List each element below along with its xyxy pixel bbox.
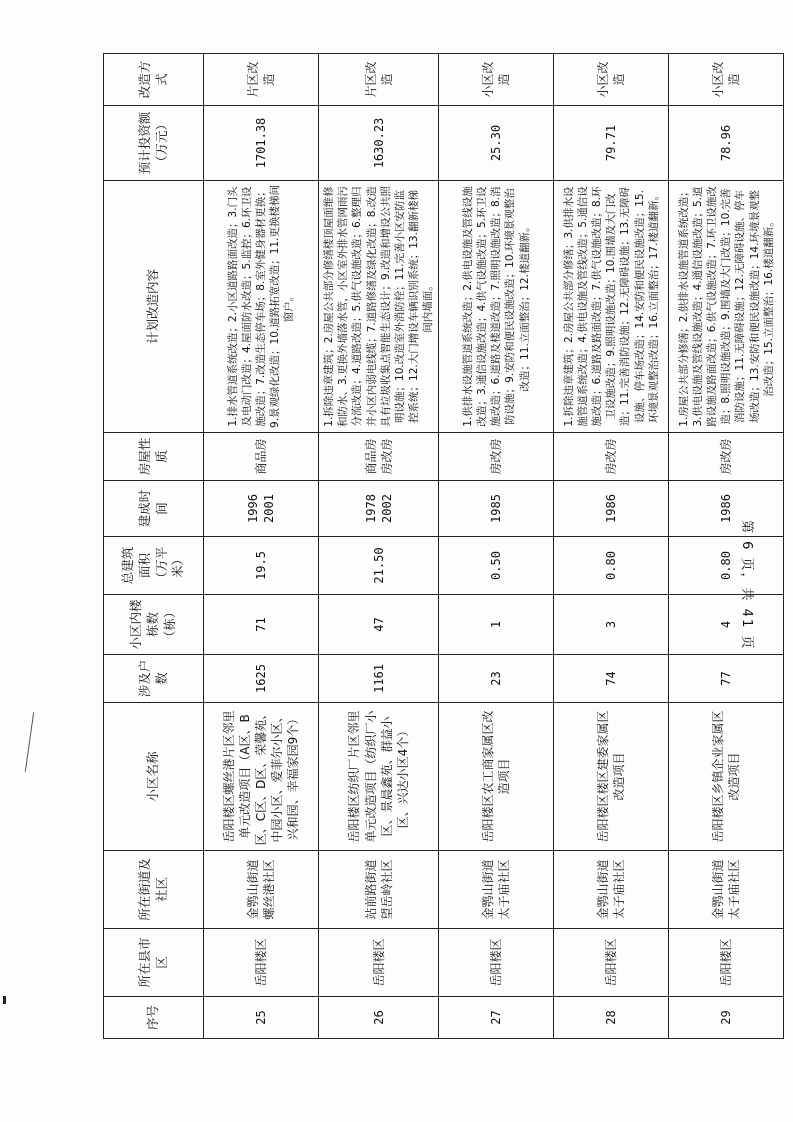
cell-name: 岳阳楼区螺丝港片区邻里单元改造项目（A区、B区、C区、D区、荣馨苑、中园小区、爱菲尔小区、兴和园、幸福家园9个）: [204, 703, 319, 851]
cell-buildings: 3: [554, 595, 669, 655]
cell-area: 21.50: [319, 537, 439, 595]
cell-nature: 房改房: [554, 433, 669, 481]
cell-county: 岳阳楼区: [204, 929, 319, 997]
cell-content: 1.拆除违章建筑；2.房屋公共部分修缮；3.供排水设施管道系统改造；4.供电设施及管线改造；5.通信设施改造；6.道路及路面改造；7.供气设施改造；8.环卫设施改造；9.照明设施改造；10.围墙及大门改造；11.完善消防设施；12.无障碍设施；13.无障碍设施、停车场改造；14.安防和便民设施改造；15.环境景观整治改造；16.立面整治；17.楼道翻新。: [554, 181, 669, 433]
header-households: 涉及户数: [104, 655, 204, 703]
cell-investment: 1701.38: [204, 106, 319, 181]
cell-households: 74: [554, 655, 669, 703]
cell-no: 26: [319, 997, 439, 1039]
cell-content: 1.供排水设施管道系统改造；2.供电设施及管线设施改造；3.通信设施改造；4.供气设施改造；5.环卫设施改造；6.道路及楼道改造；7.照明设施改造；8.消防设施；9.安防和便民设施改造；10.环境景观整治改造；11.立面整治；12.楼道翻新。: [439, 181, 554, 433]
scan-mark: [3, 996, 6, 1004]
header-county: 所在县市区: [104, 929, 204, 997]
table-row: [439, 54, 554, 1039]
cell-name: 岳阳楼区农工商家属区改造项目: [439, 703, 554, 851]
cell-households: 77: [669, 655, 784, 703]
cell-investment: 79.71: [554, 106, 669, 181]
cell-county: 岳阳楼区: [439, 929, 554, 997]
cell-mode: 片区改造: [204, 54, 319, 106]
cell-street: 金鹗山街道太子庙社区: [554, 851, 669, 929]
cell-area: 19.5: [204, 537, 319, 595]
cell-mode: 小区改造: [554, 54, 669, 106]
cell-street: 站前路街道望岳岭社区: [319, 851, 439, 929]
cell-investment: 1630.23: [319, 106, 439, 181]
cell-year: 1986: [669, 481, 784, 537]
cell-name: 岳阳楼区乡镇企业家属区改造项目: [669, 703, 784, 851]
cell-content: 1.排水管道系统改造；2.小区道路路面改造；3.门头及电动门改造；4.屋面防水改造；5.监控；6.环卫设施改造；7.改造生态停车场；8.室外健身器材更换；9.景观绿化改造；10.道路拓宽改造；11.更换楼梯间窗户。: [204, 181, 319, 433]
cell-county: 岳阳楼区: [554, 929, 669, 997]
table-row: [669, 54, 784, 1039]
header-mode: 改造方式: [104, 54, 204, 106]
cell-nature: 房改房: [669, 433, 784, 481]
cell-households: 1161: [319, 655, 439, 703]
table-row: [554, 54, 669, 1039]
header-nature: 房屋性质: [104, 433, 204, 481]
cell-mode: 片区改造: [319, 54, 439, 106]
header-area: 总建筑面积（万平米）: [104, 537, 204, 595]
cell-year: 1986: [554, 481, 669, 537]
page-footer: 第 6 页，共 41 页: [739, 520, 754, 651]
cell-area: 0.50: [439, 537, 554, 595]
cell-street: 金鹗山街道太子庙社区: [669, 851, 784, 929]
header-name: 小区名称: [104, 703, 204, 851]
cell-nature: 商品房房改房: [319, 433, 439, 481]
cell-no: 28: [554, 997, 669, 1039]
cell-content: 1.拆除违章建筑；2.房屋公共部分修缮楼顶屋面维修和防水、3.更换外墙落水管，小区室外排水管网雨污分流改造；4.道路改造；5.供气设施改造；6.整理归并小区内弱电线缆；7.道路修缮及绿化改造；8.改造具有垃圾收集点智能生态设计；9.改造和增设公共照明设施；10.改造室外消防栓；11.完善小区安防监控系统；12.大门增设车辆识别系统；13.翻新楼梯间内墙面。: [319, 181, 439, 433]
cell-year: 1978 2002: [319, 481, 439, 537]
cell-buildings: 1: [439, 595, 554, 655]
cell-area: 0.80: [669, 537, 784, 595]
header-street: 所在街道及社区: [104, 851, 204, 929]
cell-investment: 25.30: [439, 106, 554, 181]
scan-mark: [25, 712, 34, 772]
header-buildings: 小区内楼栋数（栋）: [104, 595, 204, 655]
cell-street: 金鹗山街道螺丝港社区: [204, 851, 319, 929]
cell-year: 1985: [439, 481, 554, 537]
cell-buildings: 47: [319, 595, 439, 655]
cell-county: 岳阳楼区: [319, 929, 439, 997]
cell-nature: 商品房: [204, 433, 319, 481]
cell-buildings: 71: [204, 595, 319, 655]
cell-nature: 房改房: [439, 433, 554, 481]
cell-no: 29: [669, 997, 784, 1039]
header-content: 计划改造内容: [104, 181, 204, 433]
table-header-row: [104, 54, 204, 1039]
rotated-table-container: [103, 54, 778, 1039]
cell-buildings: 4: [669, 595, 784, 655]
renovation-project-table: [103, 53, 784, 1039]
cell-no: 27: [439, 997, 554, 1039]
cell-area: 0.80: [554, 537, 669, 595]
cell-year: 1996 2001: [204, 481, 319, 537]
header-investment: 预计投资额（万元）: [104, 106, 204, 181]
cell-county: 岳阳楼区: [669, 929, 784, 997]
header-no: 序号: [104, 997, 204, 1039]
cell-content: 1.房屋公共部分修缮；2.供排水设施管道系统改造；3.供电设施及管线设施改造；4.通信设施改造；5.道路设施及路面改造；6.供气设施改造；7.环卫设施改造；8.照明设施改造；9.围墙及大门改造；10.完善消防设施；11.无障碍设施；12.无障碍设施、停车场改造；13.安防和便民设施改造；14.环境景观整治改造；15.立面整治；16.楼道翻新。: [669, 181, 784, 433]
header-year: 建成时间: [104, 481, 204, 537]
cell-households: 1625: [204, 655, 319, 703]
cell-mode: 小区改造: [669, 54, 784, 106]
cell-investment: 78.96: [669, 106, 784, 181]
cell-no: 25: [204, 997, 319, 1039]
cell-street: 金鹗山街道太子庙社区: [439, 851, 554, 929]
cell-name: 岳阳楼区楼区建委家属区改造项目: [554, 703, 669, 851]
table-row: [319, 54, 439, 1039]
cell-households: 23: [439, 655, 554, 703]
cell-mode: 小区改造: [439, 54, 554, 106]
table-row: [204, 54, 319, 1039]
cell-name: 岳阳楼区纺织厂片区邻里单元改造项目（纺织厂小区、景晨鑫苑、群益小区、兴达小区4个）: [319, 703, 439, 851]
